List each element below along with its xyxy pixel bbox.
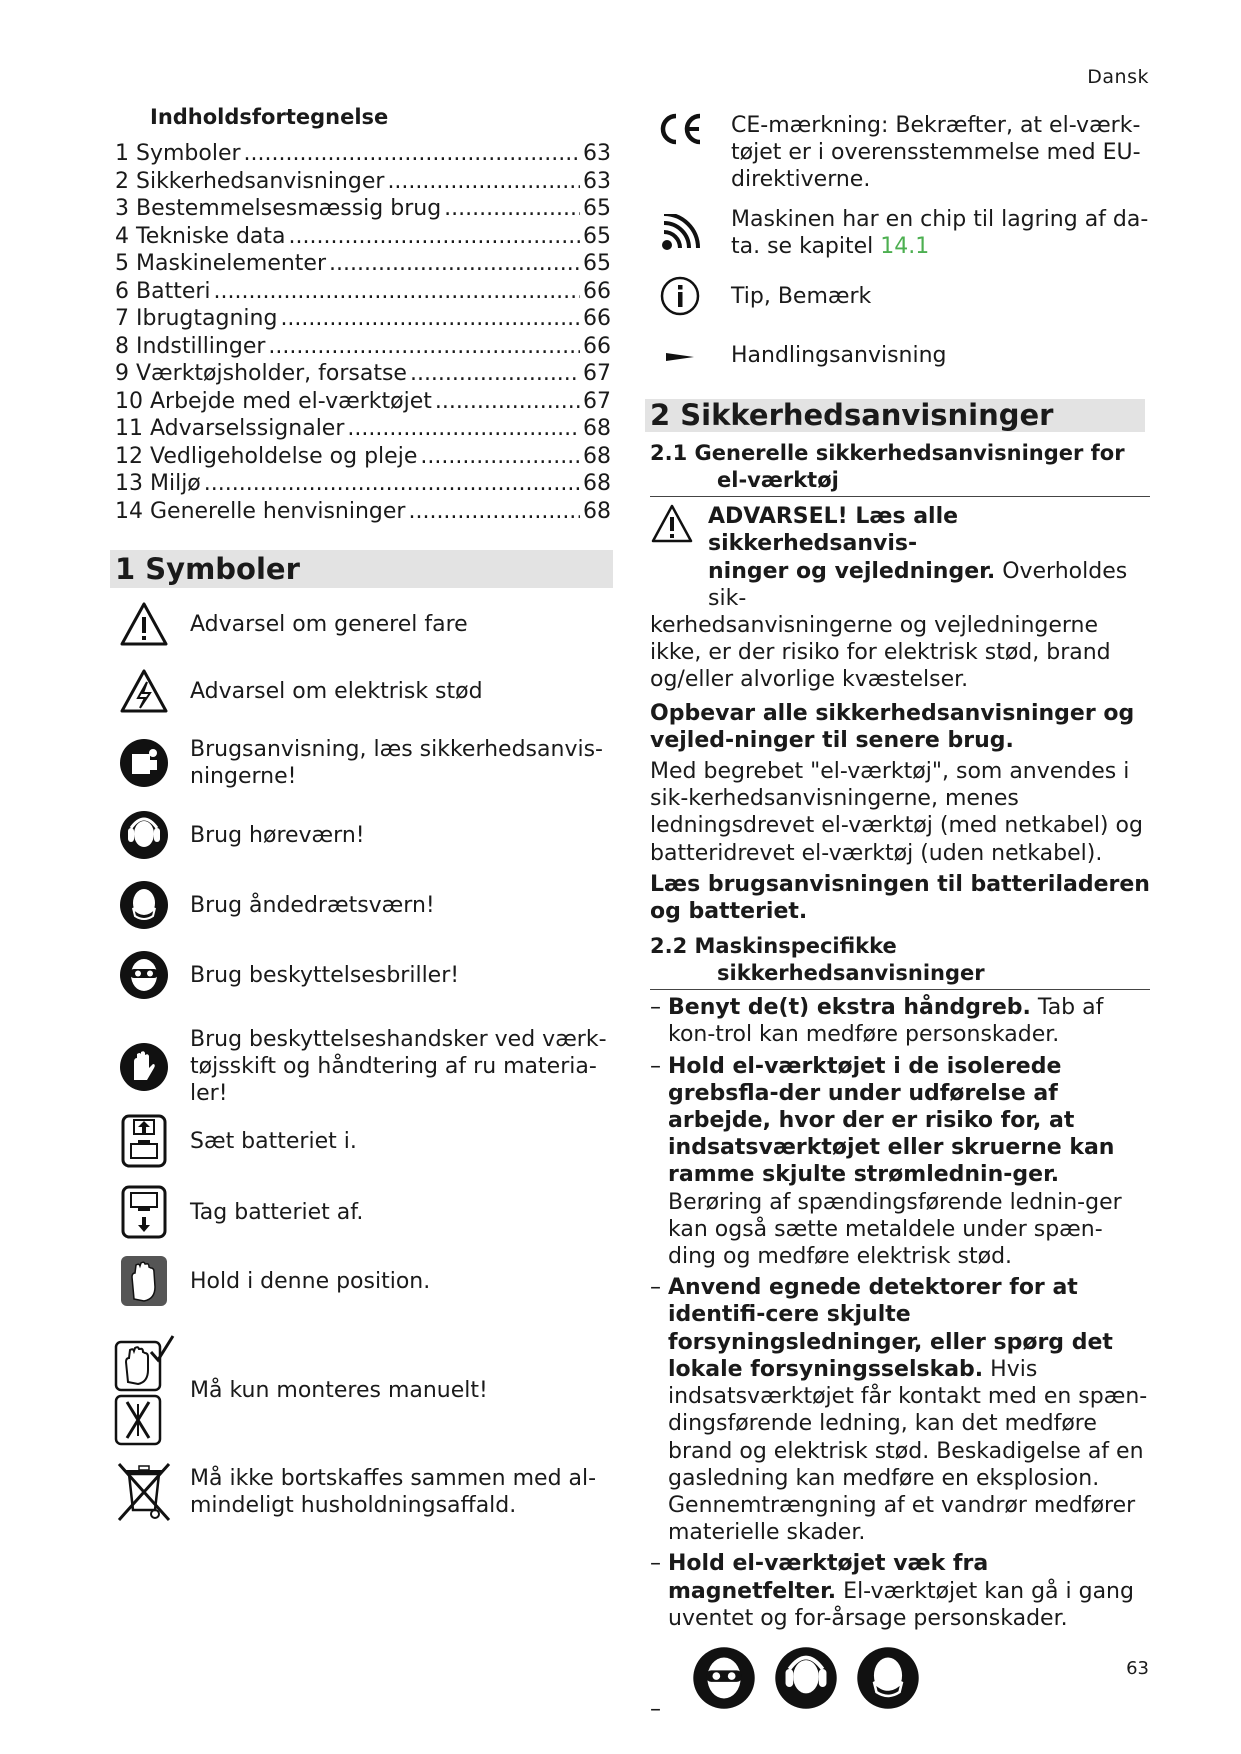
toc-entry-page: 67 (583, 388, 611, 414)
term-definition-text: Med begrebet "el-værktøj", som anvendes i sik-kerhedsanvisningerne, menes ledningsdrevet el-værktøj (med netkabel) og batteridrevet el-værktøj (uden netkabel). (650, 759, 1143, 866)
symbol-label: Brugsanvisning, læs sikkerhedsanvis-ningerne! (190, 737, 603, 789)
respiratory-mask-icon (115, 880, 173, 930)
toc-entry-page: 65 (583, 223, 611, 249)
symbol-label: Hold i denne position. (190, 1268, 431, 1294)
warning-first-lines (650, 503, 1150, 612)
read-manual-icon (115, 738, 173, 788)
toc-leader-dots (387, 169, 580, 194)
list-dash: – (650, 995, 661, 1021)
list-dash: – (650, 1696, 661, 1722)
toc-entry-page: 63 (583, 141, 611, 166)
subsection-heading-line: 2.2 Maskinspecifikke (650, 934, 897, 959)
symbol-label: Advarsel om generel fare (190, 611, 468, 637)
toc-entry[interactable] (115, 471, 611, 499)
list-dash: – (650, 1053, 661, 1079)
warning-text: kerhedsanvisningerne og vejledningerne ikke, er der risiko for elektrisk stød, brand og/eller alvorlige kvæstelser. (650, 613, 1111, 693)
subsection-heading-line: el-værktøj (717, 468, 839, 493)
warning-triangle-icon (650, 503, 708, 612)
warning-bold-text: ADVARSEL! Læs alle sikkerhedsanvis- (708, 504, 959, 557)
toc-entry-page: 66 (583, 278, 611, 304)
subsection-heading-line: 2.1 Generelle sikkerhedsanvisninger for (650, 441, 1125, 466)
symbol-row (115, 1332, 616, 1448)
toc-leader-dots (435, 389, 580, 414)
toc-entry[interactable] (115, 389, 611, 417)
symbol-row (115, 601, 616, 647)
list-dash: – (650, 1551, 661, 1577)
action-arrow-icon (650, 342, 710, 363)
toc-entry[interactable] (115, 141, 611, 169)
toc-leader-dots (204, 471, 580, 496)
list-item (650, 1274, 1150, 1546)
toc-leader-dots (347, 416, 580, 441)
toc-entry[interactable] (115, 499, 611, 527)
insert-battery-icon (115, 1114, 173, 1168)
toc-leader-dots (444, 196, 580, 221)
crossed-bin-icon (115, 1460, 173, 1524)
list-item (650, 994, 1150, 1048)
toc-leader-dots (268, 334, 580, 359)
toc-entry-label: 11 Advarselssignaler (115, 416, 345, 441)
page-number: 63 (1126, 1658, 1149, 1679)
toc-list (115, 141, 616, 526)
toc-entry-label: 12 Vedligeholdelse og pleje (115, 443, 418, 469)
warning-bold-text: ninger og vejledninger. (708, 558, 996, 584)
toc-entry-label: 2 Sikkerhedsanvisninger (115, 168, 385, 194)
toc-entry[interactable] (115, 251, 611, 279)
toc-leader-dots (289, 224, 580, 249)
symbol-label: CE-mærkning: Bekræfter, at el-værk-tøjet er i overensstemmelse med EU-direktiverne. (731, 113, 1141, 192)
safety-goggles-icon (692, 1646, 756, 1717)
data-chip-icon (650, 206, 710, 252)
toc-leader-dots (410, 361, 580, 386)
toc-entry-page: 65 (583, 196, 611, 221)
hold-position-hand-icon (115, 1255, 173, 1307)
bullet-list (650, 994, 1150, 1632)
bullet-bold-text: Hold el-værktøjet i de isolerede grebsfla-der under udførelse af arbejde, hvor der er risiko for, at indsatsværktøjet eller skruerne kan ramme skjulte strømlednin-ger. (668, 1053, 1115, 1188)
toc-entry-label: 7 Ibrugtagning (115, 306, 278, 331)
toc-entry[interactable] (115, 224, 611, 252)
bullet-bold-text: Hold el-værktøjet væk fra magnetfelter. (668, 1551, 989, 1604)
toc-entry[interactable] (115, 361, 611, 389)
toc-entry[interactable] (115, 334, 611, 362)
symbol-row (115, 1114, 616, 1168)
toc-leader-dots (244, 141, 580, 166)
symbol-row (115, 1185, 616, 1239)
symbol-label: Må ikke bortskaffes sammen med al-mindeligt husholdningsaffald. (190, 1466, 597, 1518)
symbol-label: Brug beskyttelsesbriller! (190, 962, 460, 988)
toc-entry[interactable] (115, 306, 611, 334)
toc-entry-label: 5 Maskinelementer (115, 251, 327, 276)
toc-leader-dots (329, 251, 580, 276)
symbol-label: Advarsel om elektrisk stød (190, 678, 483, 704)
ce-mark-icon (650, 112, 710, 146)
bullet-text: El-værktøjet kan gå i gang uventet og for-årsage personskader. (668, 1578, 1134, 1631)
keep-instructions-text: Opbevar alle sikkerhedsanvisninger og vejled-ninger til senere brug. (650, 700, 1135, 753)
warning-text: Overholdes sik- (708, 558, 1128, 611)
symbol-label: Brug åndedrætsværn! (190, 892, 435, 918)
symbol-row (115, 668, 616, 714)
subsection-heading-line: sikkerhedsanvisninger (717, 961, 985, 986)
subsection-2-1-heading (650, 440, 1150, 497)
chip-text: Maskinen har en chip til lagring af da-ta. se kapitel (731, 207, 1149, 259)
toc-entry[interactable] (115, 444, 611, 472)
symbol-row (115, 810, 616, 860)
bullet-text: Tab af kon-trol kan medføre personskader. (668, 995, 1104, 1048)
symbol-label: Sæt batteriet i. (190, 1128, 357, 1154)
symbol-row (650, 112, 1150, 193)
toc-entry-label: 10 Arbejde med el-værktøjet (115, 388, 432, 414)
toc-entry-page: 68 (583, 416, 611, 441)
toc-leader-dots (280, 306, 580, 331)
symbol-row (115, 736, 616, 790)
toc-entry-label: 9 Værktøjsholder, forsatse (115, 361, 407, 386)
symbol-label: Brug beskyttelseshandsker ved værk-tøjsskift og håndtering af ru materia-ler! (190, 1027, 607, 1106)
symbol-row (115, 950, 616, 1000)
safety-section (650, 398, 1150, 1722)
ear-protection-icon (115, 810, 173, 860)
protective-gloves-icon (115, 1042, 173, 1092)
toc-entry[interactable] (115, 279, 611, 307)
electric-shock-warning-icon (115, 668, 173, 714)
symbol-row (115, 880, 616, 930)
symbol-row (115, 1255, 616, 1307)
respiratory-mask-icon (856, 1646, 920, 1717)
toc-entry-label: 8 Indstillinger (115, 333, 266, 359)
toc-entry-label: 4 Tekniske data (115, 223, 286, 249)
toc-entry[interactable] (115, 196, 611, 224)
toc-entry-label: 14 Generelle henvisninger (115, 498, 406, 524)
symbol-row (650, 276, 1150, 316)
bullet-bold-text: Benyt de(t) ekstra håndgreb. (668, 995, 1031, 1021)
ear-protection-icon (774, 1646, 838, 1717)
bullet-text: Berøring af spændingsførende lednin-ger kan også sætte metaldele under spæn-ding og medføre elektrisk stød. (668, 1189, 1122, 1270)
symbol-row (650, 342, 1150, 369)
ppe-icons-row (650, 1646, 1150, 1722)
left-column (115, 100, 616, 588)
info-icon (650, 276, 710, 316)
toc-leader-dots (214, 279, 580, 304)
symbol-label: Må kun monteres manuelt! (190, 1377, 488, 1403)
toc-entry-page: 68 (583, 471, 611, 496)
toc-entry-page: 68 (583, 498, 611, 524)
toc-entry-label: 3 Bestemmelsesmæssig brug (115, 196, 442, 221)
safety-goggles-icon (115, 950, 173, 1000)
toc-entry[interactable] (115, 416, 611, 444)
toc-entry-label: 1 Symboler (115, 141, 241, 166)
toc-leader-dots (420, 444, 580, 469)
toc-entry-label: 6 Batteri (115, 278, 211, 304)
warning-block (650, 503, 1150, 693)
list-item (650, 1550, 1150, 1632)
symbol-row (650, 206, 1150, 260)
symbol-label: Tip, Bemærk (731, 284, 872, 309)
section-heading-sikkerhed: 2 Sikkerhedsanvisninger (645, 399, 1145, 432)
toc-entry-page: 67 (583, 361, 611, 386)
toc-entry-page: 66 (583, 333, 611, 359)
symbol-label: Handlingsanvisning (731, 343, 947, 368)
list-item (650, 1053, 1150, 1271)
bullet-bold-text: Anvend egnede detektorer for at identifi-cere skjulte forsyningsledninger, eller spørg det lokale forsyningsselskab. (668, 1275, 1113, 1382)
page-language: Dansk (1087, 66, 1149, 88)
chapter-link[interactable]: 14.1 (880, 234, 930, 259)
toc-entry-page: 68 (583, 443, 611, 469)
remove-battery-icon (115, 1185, 173, 1239)
symbol-row (115, 1026, 616, 1107)
manual-mount-only-icon (115, 1332, 173, 1448)
symbol-label: Brug høreværn! (190, 822, 365, 848)
section-heading-symboler: 1 Symboler (110, 550, 613, 588)
toc-entry[interactable] (115, 169, 611, 197)
toc-entry-page: 63 (583, 168, 611, 194)
read-charger-manual-text: Læs brugsanvisningen til batteriladeren og batteriet. (650, 871, 1150, 925)
toc-entry-page: 66 (583, 306, 611, 331)
subsection-2-2-heading (650, 933, 1150, 990)
toc-entry-label: 13 Miljø (115, 471, 201, 496)
warning-heading (708, 503, 1150, 612)
bullet-text: Hvis indsatsværktøjet får kontakt med en spæn-dingsførende ledning, kan det medføre brand og elektrisk stød. Beskadigelse af en gasledning kan medføre en eksplosion. Gennemtrængning af et vandrør medfører materielle skader. (668, 1356, 1148, 1546)
toc-entry-page: 65 (583, 251, 611, 276)
toc-title: Indholdsfortegnelse (150, 105, 389, 129)
warning-triangle-icon (115, 601, 173, 647)
symbol-row (115, 1460, 616, 1524)
symbol-label: Tag batteriet af. (190, 1199, 364, 1225)
list-dash: – (650, 1275, 661, 1301)
toc-leader-dots (408, 499, 580, 524)
symbol-label (731, 206, 1150, 260)
